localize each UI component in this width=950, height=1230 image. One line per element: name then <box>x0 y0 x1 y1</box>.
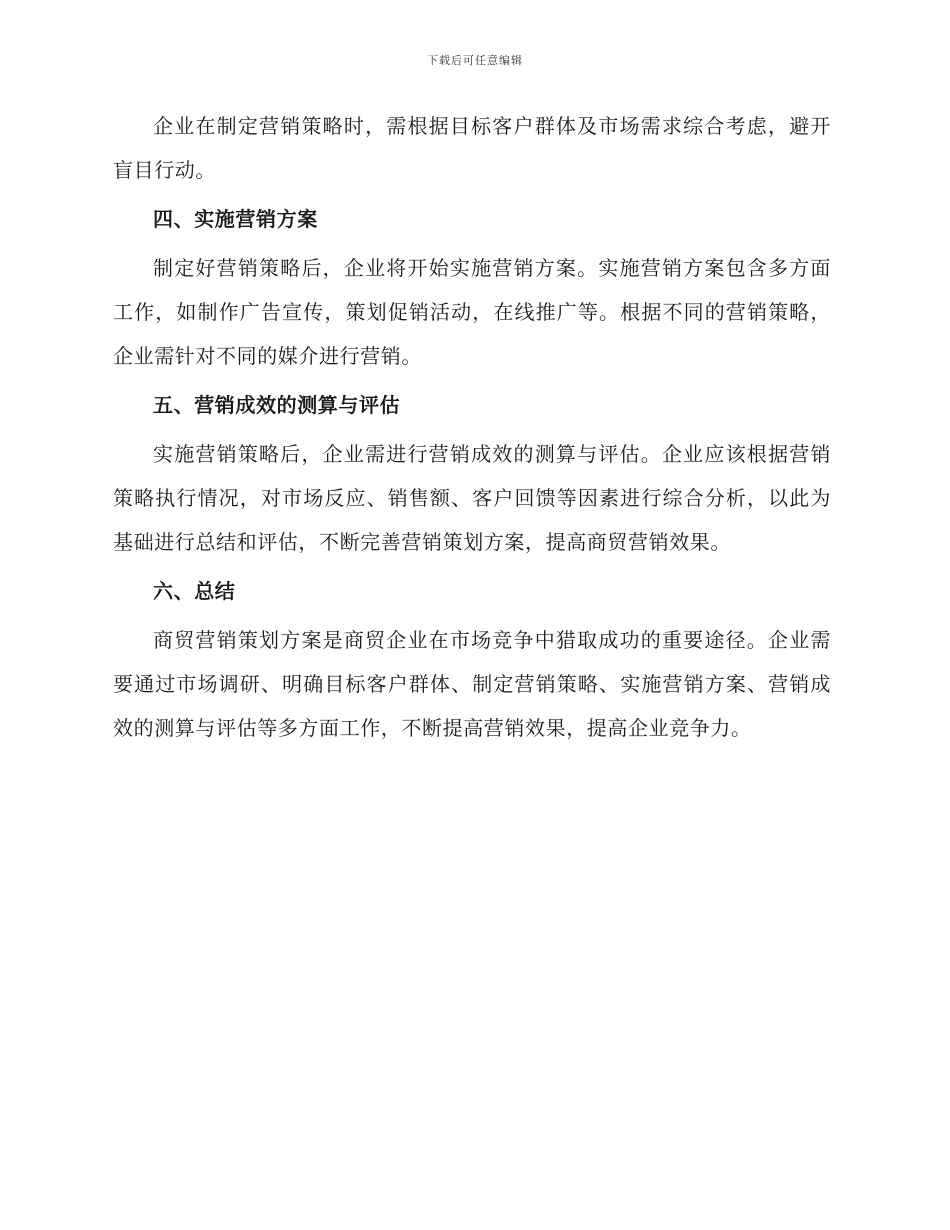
paragraph-strategy-note: 企业在制定营销策略时，需根据目标客户群体及市场需求综合考虑，避开盲目行动。 <box>113 114 831 182</box>
heading-evaluation: 五、营销成效的测算与评估 <box>153 393 401 417</box>
paragraph-implement-plan: 制定好营销策略后，企业将开始实施营销方案。实施营销方案包含多方面工作，如制作广告宣传，策划促销活动，在线推广等。根据不同的营销策略，企业需针对不同的媒介进行营销。 <box>113 256 831 368</box>
page-header-note: 下载后可任意编辑 <box>427 54 523 67</box>
paragraph-summary: 商贸营销策划方案是商贸企业在市场竞争中猎取成功的重要途径。企业需要通过市场调研、明确目标客户群体、制定营销策略、实施营销方案、营销成效的测算与评估等多方面工作，不断提高营销效果，提高企业竞争力。 <box>113 628 831 740</box>
heading-implement-plan: 四、实施营销方案 <box>153 207 318 231</box>
heading-summary: 六、总结 <box>153 579 236 603</box>
paragraph-evaluation: 实施营销策略后，企业需进行营销成效的测算与评估。企业应该根据营销策略执行情况，对市场反应、销售额、客户回馈等因素进行综合分析，以此为基础进行总结和评估，不断完善营销策划方案，提高商贸营销效果。 <box>113 442 831 554</box>
document-body <box>113 104 831 750</box>
